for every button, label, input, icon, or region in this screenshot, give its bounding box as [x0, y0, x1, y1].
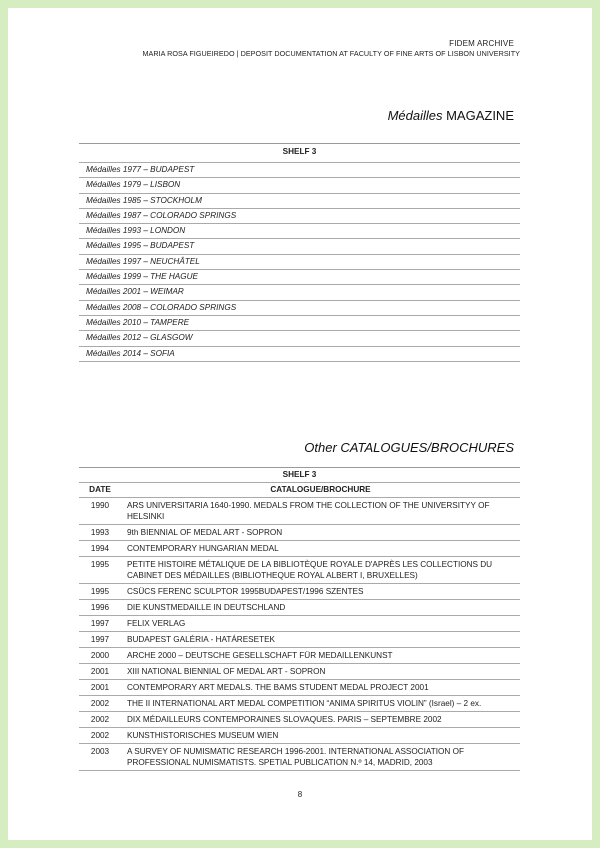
row-catalogue: CSÜCS FERENC SCULPTOR 1995BUDAPEST/1996 SZENTES	[121, 584, 520, 600]
page-number: 8	[297, 790, 303, 799]
table-row	[79, 744, 520, 771]
magazine-entry: Médailles 1993 – LONDON	[79, 224, 520, 239]
table-row	[79, 680, 520, 696]
table-row	[79, 541, 520, 557]
row-catalogue: A SURVEY OF NUMISMATIC RESEARCH 1996-2001. INTERNATIONAL ASSOCIATION OF PROFESSIONAL NUMISMATISTS. SPETIAL PUBLICATION N.º 14, MADRID, 2003	[121, 744, 520, 771]
shelf-header: SHELF 3	[79, 468, 520, 483]
magazine-entry: Médailles 1979 – LISBON	[79, 178, 520, 193]
row-catalogue: FELIX VERLAG	[121, 616, 520, 632]
table-row	[79, 193, 520, 208]
magazine-entry: Médailles 2001 – WEIMAR	[79, 285, 520, 300]
table-row	[79, 616, 520, 632]
table-row	[79, 239, 520, 254]
table-row	[79, 696, 520, 712]
table-row	[79, 648, 520, 664]
row-catalogue: DIE KUNSTMEDAILLE IN DEUTSCHLAND	[121, 600, 520, 616]
table-row	[79, 315, 520, 330]
table-row	[79, 285, 520, 300]
column-header-catalogue: CATALOGUE/BROCHURE	[121, 483, 520, 498]
row-catalogue: THE II INTERNATIONAL ART MEDAL COMPETITION “ANIMA SPIRITUS VIOLIN” (Israel) – 2 ex.	[121, 696, 520, 712]
row-catalogue: ARCHE 2000 – DEUTSCHE GESELLSCHAFT FÜR MEDAILLENKUNST	[121, 648, 520, 664]
row-catalogue: ARS UNIVERSITARIA 1640-1990. MEDALS FROM THE COLLECTION OF THE UNIVERSITYY OF HELSINKI	[121, 498, 520, 525]
table-row	[79, 600, 520, 616]
table-row	[79, 254, 520, 269]
row-date: 1997	[79, 616, 121, 632]
row-date: 1995	[79, 557, 121, 584]
table-row	[79, 331, 520, 346]
row-catalogue: CONTEMPORARY HUNGARIAN MEDAL	[121, 541, 520, 557]
row-date: 1993	[79, 525, 121, 541]
row-date: 2002	[79, 712, 121, 728]
magazine-entry: Médailles 2008 – COLORADO SPRINGS	[79, 300, 520, 315]
document-page	[8, 8, 592, 840]
magazine-entry: Médailles 1985 – STOCKHOLM	[79, 193, 520, 208]
row-date: 2001	[79, 664, 121, 680]
table-row	[79, 163, 520, 178]
row-date: 1997	[79, 632, 121, 648]
row-catalogue: XIII NATIONAL BIENNIAL OF MEDAL ART - SOPRON	[121, 664, 520, 680]
shelf-header: SHELF 3	[79, 144, 520, 163]
table-row	[79, 224, 520, 239]
section-title-italic: Médailles	[387, 108, 443, 123]
table-row	[79, 728, 520, 744]
row-date: 2003	[79, 744, 121, 771]
row-catalogue: BUDAPEST GALÉRIA - HATÁRESETEK	[121, 632, 520, 648]
row-catalogue: KUNSTHISTORISCHES MUSEUM WIEN	[121, 728, 520, 744]
magazine-table	[79, 143, 520, 362]
magazine-entry: Médailles 2012 – GLASGOW	[79, 331, 520, 346]
row-date: 2002	[79, 696, 121, 712]
table-row	[79, 664, 520, 680]
author-subtitle: MARIA ROSA FIGUEIREDO | DEPOSIT DOCUMENTATION AT FACULTY OF FINE ARTS OF LISBON UNIVERSITY	[142, 49, 520, 58]
table-row	[79, 498, 520, 525]
magazine-entry: Médailles 1977 – BUDAPEST	[79, 163, 520, 178]
section-title-magazine	[388, 108, 514, 123]
magazine-entry: Médailles 2010 – TAMPERE	[79, 315, 520, 330]
table-row	[79, 300, 520, 315]
row-catalogue: DIX MÉDAILLEURS CONTEMPORAINES SLOVAQUES. PARIS – SEPTEMBRE 2002	[121, 712, 520, 728]
row-date: 1995	[79, 584, 121, 600]
row-date: 2001	[79, 680, 121, 696]
table-row	[79, 632, 520, 648]
magazine-entry: Médailles 1999 – THE HAGUE	[79, 270, 520, 285]
row-date: 2002	[79, 728, 121, 744]
archive-header: FIDEM ARCHIVE	[449, 39, 514, 48]
table-row	[79, 208, 520, 223]
row-catalogue: 9th BIENNIAL OF MEDAL ART - SOPRON	[121, 525, 520, 541]
table-row	[79, 712, 520, 728]
magazine-entry: Médailles 1997 – NEUCHÂTEL	[79, 254, 520, 269]
table-row	[79, 584, 520, 600]
magazine-entry: Médailles 1987 – COLORADO SPRINGS	[79, 208, 520, 223]
catalogues-table	[79, 467, 520, 771]
row-date: 1994	[79, 541, 121, 557]
table-row	[79, 270, 520, 285]
section-title-catalogues: Other CATALOGUES/BROCHURES	[304, 440, 514, 455]
row-catalogue: CONTEMPORARY ART MEDALS. THE BAMS STUDENT MEDAL PROJECT 2001	[121, 680, 520, 696]
table-row	[79, 178, 520, 193]
table-row	[79, 525, 520, 541]
magazine-entry: Médailles 1995 – BUDAPEST	[79, 239, 520, 254]
magazine-entry: Médailles 2014 – SOFIA	[79, 346, 520, 361]
row-catalogue: PETITE HISTOIRE MÉTALIQUE DE LA BIBLIOTÈQUE ROYALE D'APRÈS LES COLLECTIONS DU CABINET DES MÉDAILLES (BIBLIOTHEQUE ROYAL ALBERT I, BRUXELLES)	[121, 557, 520, 584]
row-date: 2000	[79, 648, 121, 664]
column-header-date: DATE	[79, 483, 121, 498]
table-row	[79, 557, 520, 584]
row-date: 1996	[79, 600, 121, 616]
section-title-rest: MAGAZINE	[442, 108, 514, 123]
table-row	[79, 346, 520, 361]
row-date: 1990	[79, 498, 121, 525]
